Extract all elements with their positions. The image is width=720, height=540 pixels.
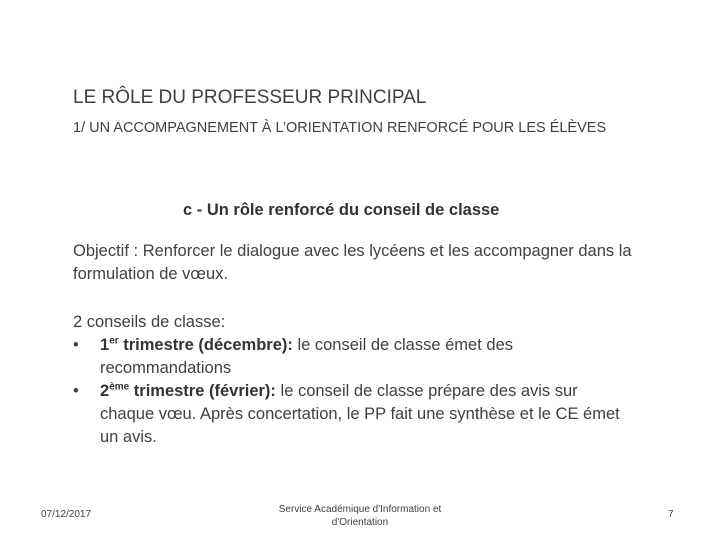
bullet-description: le conseil de classe émet des recommandations [100,336,513,377]
bullet-item-second-term [73,380,633,449]
bullet-description: le conseil de classe prépare des avis sur chaque vœu. Après concertation, le PP fait une synthèse et le CE émet un avis. [100,382,620,446]
footer-date: 07/12/2017 [41,509,92,520]
bullet-term-label: 1er trimestre (décembre): [100,335,293,354]
bullet-item-first-term [73,334,633,380]
slide-title: LE RÔLE DU PROFESSEUR PRINCIPAL [73,87,427,108]
page-number: 7 [668,509,674,520]
bullet-list [73,334,633,449]
slide-subtitle: 1/ UN ACCOMPAGNEMENT À L’ORIENTATION RENFORCÉ POUR LES ÉLÈVES [73,120,607,136]
footer-service [255,503,465,529]
intro-text: 2 conseils de classe: [73,313,226,331]
bullet-marker: • [73,382,79,400]
body-text [73,240,633,449]
footer-service-line2: d'Orientation [331,517,389,528]
bullet-marker: • [73,336,79,354]
section-heading: c - Un rôle renforcé du conseil de classe [183,201,500,219]
bullet-term-label: 2ème trimestre (février): [100,381,276,400]
objective-text: Objectif : Renforcer le dialogue avec les lycéens et les accompagner dans la formulation de vœux. [73,242,632,283]
footer-service-line1: Service Académique d'Information et [278,504,442,515]
